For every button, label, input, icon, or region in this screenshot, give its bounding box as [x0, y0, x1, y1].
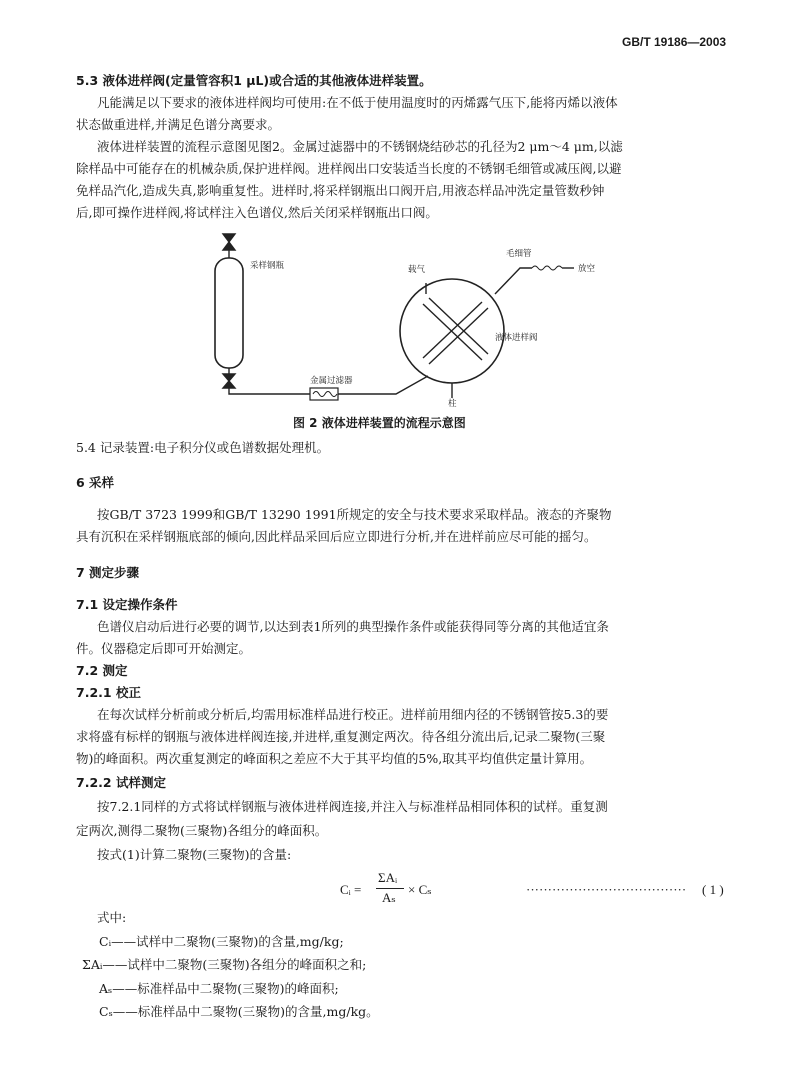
section-5-3-p2-line4: 后,即可操作进样阀,将试样注入色谱仪,然后关闭采样钢瓶出口阀。 — [76, 205, 438, 220]
where-item: ΣAᵢ——试样中二聚物(三聚物)各组分的峰面积之和; — [82, 957, 367, 972]
section-7-1-heading: 7.1 设定操作条件 — [76, 597, 178, 612]
label-vent: 放空 — [578, 264, 596, 274]
section-5-3-p1-line1: 凡能满足以下要求的液体进样阀均可使用:在不低于使用温度时的丙烯露气压下,能将丙烯以液体 — [97, 95, 618, 110]
label-column: 柱 — [448, 399, 457, 408]
formula-numerator: ΣAᵢ — [378, 870, 398, 885]
section-6-heading: 6 采样 — [76, 475, 115, 490]
where-item: Cᵢ——试样中二聚物(三聚物)的含量,mg/kg; — [99, 934, 344, 949]
where-item: Aₛ——标准样品中二聚物(三聚物)的峰面积; — [99, 981, 339, 996]
metal-filter — [310, 388, 338, 400]
capillary — [532, 266, 562, 270]
section-6-line1: 按GB/T 3723 1999和GB/T 13290 1991所规定的安全与技术要求采取样品。液态的齐聚物 — [97, 507, 612, 522]
section-5-3-p2-line1: 液体进样装置的流程示意图见图2。金属过滤器中的不锈钢烧结砂芯的孔径为2 μm～4 μm,以滤 — [97, 139, 623, 154]
formula-lhs: Cᵢ = — [340, 882, 362, 897]
formula-times-cs: × Cₛ — [408, 882, 432, 897]
section-7-2-2-line2: 定两次,测得二聚物(三聚物)各组分的峰面积。 — [76, 823, 328, 838]
standard-code: GB/T 19186—2003 — [622, 35, 727, 49]
label-sample-cylinder: 采样钢瓶 — [250, 261, 285, 271]
section-7-1-line2: 件。仪器稳定后即可开始测定。 — [76, 641, 252, 656]
where-intro: 式中: — [97, 910, 127, 925]
top-valve-icon — [223, 234, 235, 242]
formula-number: ( 1 ) — [702, 882, 724, 897]
label-metal-filter: 金属过滤器 — [310, 376, 353, 386]
section-5-3-p1-line2: 状态做重进样,并满足色谱分离要求。 — [76, 117, 280, 132]
section-7-2-1-line2: 求将盛有标样的钢瓶与液体进样阀连接,并进样,重复测定两次。待各组分流出后,记录二聚物(三聚 — [76, 729, 606, 744]
section-5-3-p2-line3: 免样品汽化,造成失真,影响重复性。进样时,将采样钢瓶出口阀开启,用液态样品冲洗定量管数秒钟 — [76, 183, 605, 198]
formula-denominator: Aₛ — [382, 890, 396, 905]
section-7-2-1-heading: 7.2.1 校正 — [76, 685, 141, 700]
section-5-4: 5.4 记录装置:电子积分仪或色谱数据处理机。 — [76, 440, 330, 455]
section-5-3-p2-line2: 除样品中可能存在的机械杂质,保护进样阀。进样阀出口安装适当长度的不锈钢毛细管或减压阀,以避 — [76, 161, 622, 176]
formula-fraction-bar — [376, 888, 404, 889]
label-injection-valve: 液体进样阀 — [495, 333, 538, 343]
section-7-2-1-line3: 物)的峰面积。两次重复测定的峰面积之差应不大于其平均值的5%,取其平均值供定量计算用。 — [76, 751, 593, 766]
label-capillary: 毛细管 — [506, 249, 532, 259]
calc-intro: 按式(1)计算二聚物(三聚物)的含量: — [97, 847, 292, 862]
section-7-2-heading: 7.2 测定 — [76, 663, 128, 678]
sample-cylinder — [215, 258, 243, 368]
section-7-1-line1: 色谱仪启动后进行必要的调节,以达到表1所列的典型操作条件或能获得同等分离的其他适宜条 — [97, 619, 609, 634]
formula-leader: ····································· — [526, 882, 687, 897]
section-5-3-heading: 5.3 液体进样阀(定量管容积1 μL)或合适的其他液体进样装置。 — [76, 73, 432, 88]
label-carrier-gas: 载气 — [408, 265, 426, 275]
where-item: Cₛ——标准样品中二聚物(三聚物)的含量,mg/kg。 — [99, 1004, 379, 1019]
figure-caption: 图 2 液体进样装置的流程示意图 — [293, 416, 466, 430]
section-6-line2: 具有沉积在采样钢瓶底部的倾向,因此样品采回后应立即进行分析,并在进样前应尽可能的摇匀。 — [76, 529, 597, 544]
section-7-heading: 7 测定步骤 — [76, 565, 140, 580]
flow-diagram — [190, 228, 610, 408]
formula-1 — [340, 870, 740, 910]
section-7-2-2-heading: 7.2.2 试样测定 — [76, 775, 166, 790]
section-7-2-2-line1: 按7.2.1同样的方式将试样钢瓶与液体进样阀连接,并注入与标准样品相同体积的试样。重复测 — [97, 799, 608, 814]
section-7-2-1-line1: 在每次试样分析前或分析后,均需用标准样品进行校正。进样前用细内径的不锈钢管按5.3的要 — [97, 707, 609, 722]
